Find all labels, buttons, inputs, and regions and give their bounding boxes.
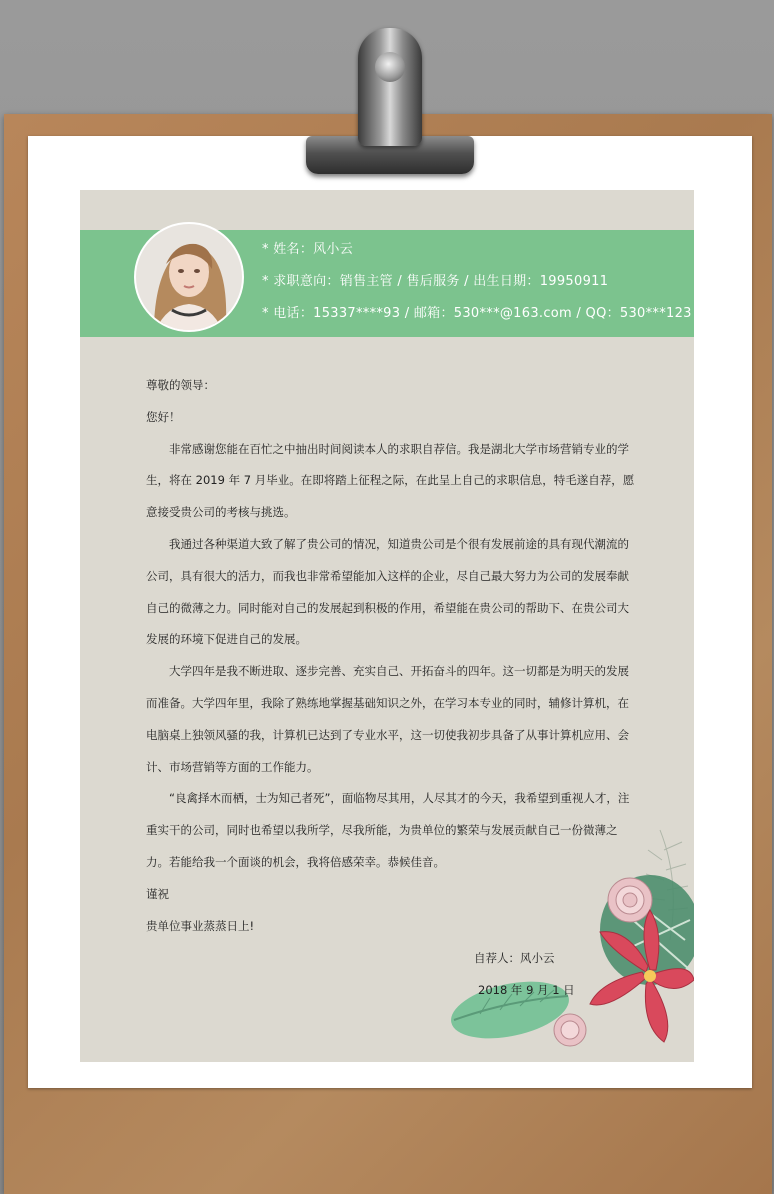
resume-sheet: [80, 190, 694, 1062]
binder-clip-icon: [358, 28, 422, 146]
paragraph-4: “良禽择木而栖，士为知己者死”，面临物尽其用，人尽其才的今天，我希望到重视人才，注重实干的公司，同时也希望以我所学，尽我所能，为贵单位的繁荣与发展贡献自己一份微薄之力。若能给我一个面谈的机会，我将倍感荣幸。恭候佳音。: [146, 791, 630, 869]
greeting: 您好！: [146, 409, 181, 424]
binder-clip-hole: [375, 52, 405, 82]
name-line: * 姓名：风小云: [262, 242, 354, 257]
paragraph-2: 我通过各种渠道大致了解了贵公司的情况，知道贵公司是个很有发展前途的具有现代潮流的公司，具有很大的活力，而我也非常希望能加入这样的企业，尽自己最大努力为公司的发展奉献自己的微薄之力。同时能对自己的发展起到积极的作用，希望能在贵公司的帮助下、在贵公司大发展的环境下促进自己的发展。: [146, 536, 629, 647]
paragraph-3: 大学四年是我不断进取、逐步完善、充实自己、开拓奋斗的四年。这一切都是为明天的发展而准备。大学四年里，我除了熟练地掌握基础知识之外，在学习本专业的同时，辅修计算机，在电脑桌上独领风骚的我，计算机已达到了专业水平，这一切使我初步具备了从事计算机应用、会计、市场营销等方面的工作能力。: [146, 664, 629, 774]
closing: 谨祝: [146, 886, 169, 901]
cover-letter-body: [146, 370, 636, 942]
contact-line: * 电话：15337****93 / 邮箱：530***@163.com / QQ：530***123: [262, 306, 692, 321]
portrait-photo: [134, 222, 244, 332]
signature: 自荐人：风小云: [474, 951, 555, 965]
salutation: 尊敬的领导：: [146, 378, 215, 392]
letter-date: 2018 年 9 月 1 日: [478, 983, 575, 997]
job-intention-line: * 求职意向：销售主管 / 售后服务 / 出生日期：19950911: [262, 274, 609, 289]
paragraph-1: 非常感谢您能在百忙之中抽出时间阅读本人的求职自荐信。我是湖北大学市场营销专业的学生，将在 2019 年 7 月毕业。在即将踏上征程之际，在此呈上自己的求职信息，特毛遂自荐，愿意接受贵公司的考核与挑选。: [146, 441, 635, 520]
wish: 贵单位事业蒸蒸日上!: [146, 918, 255, 933]
